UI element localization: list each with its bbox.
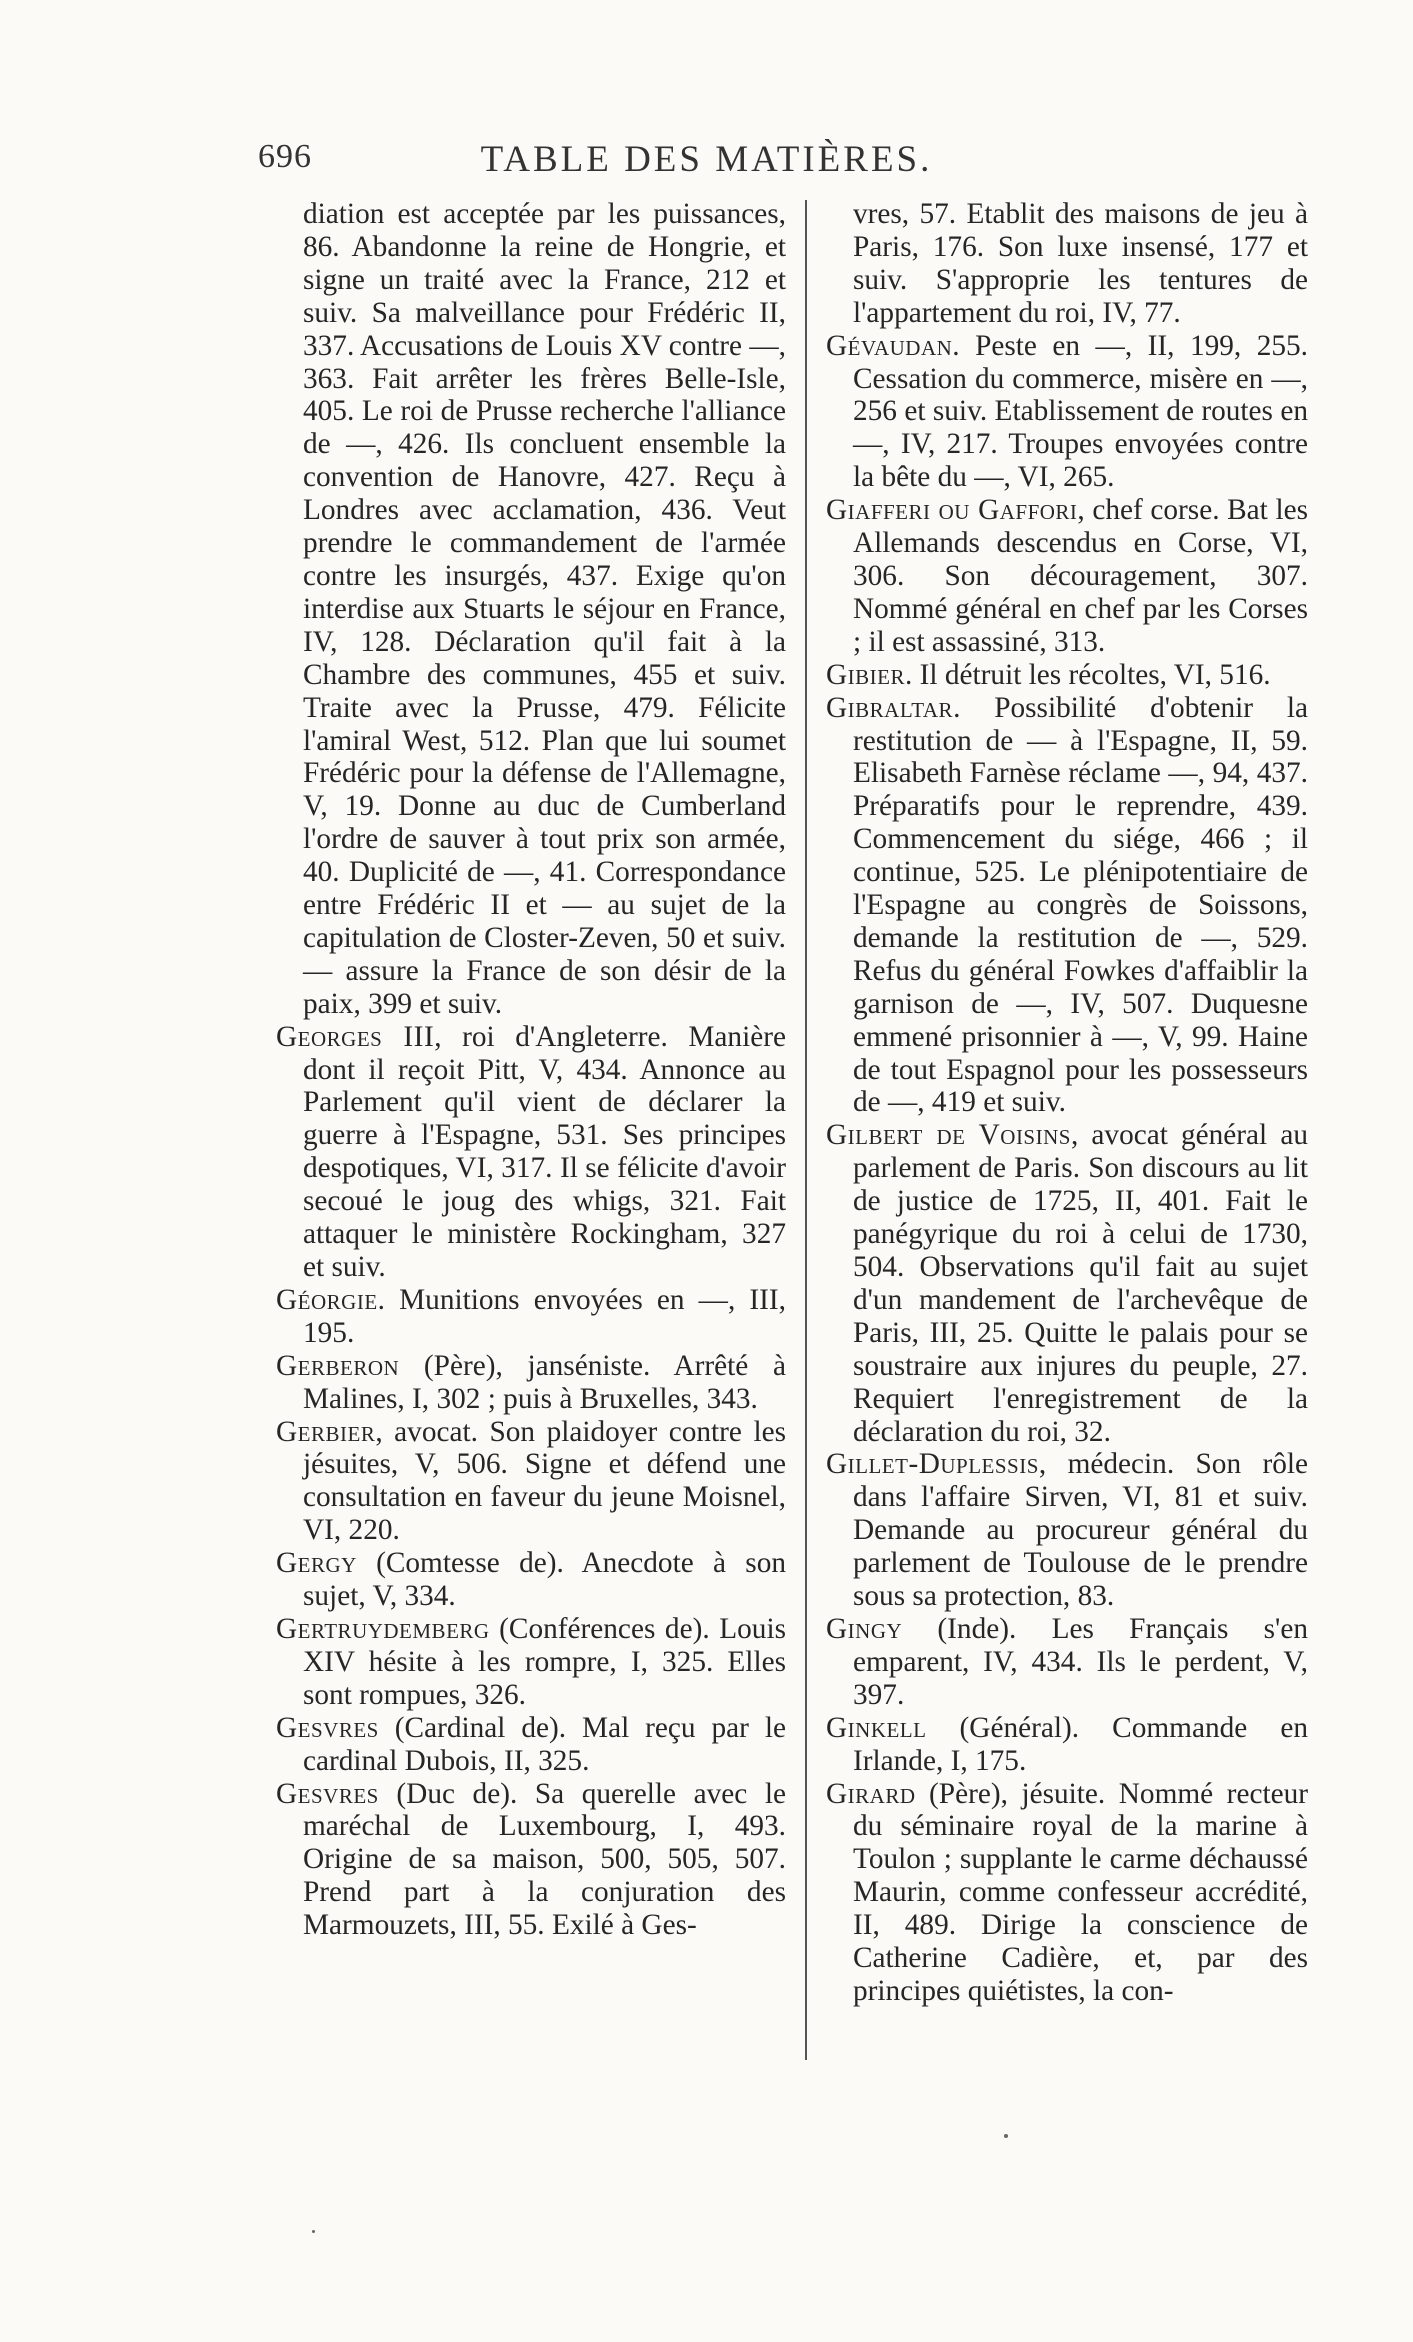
running-title: TABLE DES MATIÈRES. [480,139,933,180]
entry-headword: Gergy [276,1547,357,1580]
entry-headword: Gesvres [276,1777,379,1810]
index-entry-continuation [826,198,1308,330]
entry-headword: Ginkell [826,1711,927,1744]
entry-headword: Gerberon [276,1349,400,1382]
index-entry [276,1547,786,1613]
index-entry [826,1448,1308,1613]
entry-headword: Gilbert de Voisins [826,1119,1071,1152]
index-entry [276,1021,786,1284]
entry-text: (Duc de). Sa querelle avec le maréchal de Luxembourg, I, 493. Origine de sa maison, 500, 505, 507. Prend part à la conjuration des Marmouzets, III, 55. Exilé à Ges- [303,1777,786,1942]
paper-speck [1004,2134,1008,2138]
entry-text: . Munitions envoyées en —, III, 195. [303,1283,786,1349]
entry-headword: Gibraltar [826,691,954,724]
index-entry [826,1119,1308,1448]
entry-text: . Possibilité d'obtenir la restitution de — à l'Espagne, II, 59. Elisabeth Farnèse réclame —, 94, 437. Préparatifs pour le reprendre, 439. Commencement du siége, 466 ; il continue, 525. Le plénipotentiaire de l'Espagne au congrès de Soissons, demande la restitution de —, 529. Refus du général Fowkes d'affaiblir la garnison de —, IV, 507. Duquesne emmené prisonnier à —, V, 99. Haine de tout Espagnol pour les possesseurs de —, 419 et suiv. [853,691,1308,1119]
entry-headword: Girard [826,1777,916,1810]
entry-text: (Comtesse de). Anecdote à son sujet, V, 334. [303,1547,786,1613]
index-entry [276,1613,786,1712]
entry-text: (Père), janséniste. Arrêté à Malines, I, 302 ; puis à Bruxelles, 343. [303,1349,786,1415]
entry-text: , avocat. Son plaidoyer contre les jésuites, V, 506. Signe et défend une consultation en faveur du jeune Moisnel, VI, 220. [303,1415,786,1547]
entry-headword: Gillet-Duplessis [826,1448,1039,1481]
entry-text: , médecin. Son rôle dans l'affaire Sirven, VI, 81 et suiv. Demande au procureur général du parlement de Toulouse de le prendre sous sa protection, 83. [853,1448,1308,1613]
entry-headword: Gertruydemberg [276,1612,490,1645]
entry-text: , chef corse. Bat les Allemands descendus en Corse, VI, 306. Son découragement, 307. Nommé général en chef par les Corses ; il est assassiné, 313. [853,494,1308,658]
entry-text: , avocat général au parlement de Paris. Son discours au lit de justice de 1725, II, 401. Fait le panégyrique du roi à celui de 1730, 504. Observations qu'il fait au sujet d'un mandement de l'archevêque de Paris, III, 25. Quitte le palais pour se soustraire aux injures du peuple, 27. Requiert l'enregistrement de la déclaration du roi, 32. [853,1119,1308,1448]
entry-headword: Gibier [826,658,905,691]
page-header [0,138,1413,188]
index-entry [826,692,1308,1120]
index-entry [276,1350,786,1416]
index-entry [276,1416,786,1548]
index-entry [826,1613,1308,1712]
entry-text: . Peste en —, II, 199, 255. Cessation du commerce, misère en —, 256 et suiv. Etablissement de routes en —, IV, 217. Troupes envoyées contre la bête du —, VI, 265. [853,329,1308,494]
entry-text: vres, 57. Etablit des maisons de jeu à Paris, 176. Son luxe insensé, 177 et suiv. S'approprie les tentures de l'appartement du roi, IV, 77. [853,198,1308,329]
index-entry [826,1778,1308,2008]
entry-text: (Conférences de). Louis XIV hésite à les rompre, I, 325. Elles sont rompues, 326. [303,1612,786,1711]
right-column [826,198,1308,2008]
entry-text: diation est acceptée par les puissances, 86. Abandonne la reine de Hongrie, et signe un traité avec la France, 212 et suiv. Sa malveillance pour Frédéric II, 337. Accusations de Louis XV contre —, 363. Fait arrêter les frères Belle-Isle, 405. Le roi de Prusse recherche l'alliance de —, 426. Ils concluent ensemble la convention de Hanovre, 427. Reçu à Londres avec acclamation, 436. Veut prendre le commandement de l'armée contre les insurgés, 437. Exige qu'on interdise aux Stuarts le séjour en France, IV, 128. Déclaration qu'il fait à la Chambre des communes, 455 et suiv. Traite avec la Prusse, 479. Félicite l'amiral West, 512. Plan que lui soumet Frédéric pour la défense de l'Allemagne, V, 19. Donne au duc de Cumberland l'ordre de sauver à tout prix son armée, 40. Duplicité de —, 41. Correspondance entre Frédéric II et — au sujet de la capitulation de Closter-Zeven, 50 et suiv. — assure la France de son désir de la paix, 399 et suiv. [303,198,786,1020]
index-entry-continuation [276,198,786,1021]
entry-text: (Général). Commande en Irlande, I, 175. [853,1711,1308,1777]
entry-headword: Gévaudan [826,329,953,362]
entry-text: , roi d'Angleterre. Manière dont il reçoit Pitt, V, 434. Annonce au Parlement qu'il vient de déclarer la guerre à l'Espagne, 531. Ses principes despotiques, VI, 317. Il se félicite d'avoir secoué le joug des whigs, 321. Fait attaquer le ministère Rockingham, 327 et suiv. [303,1020,786,1283]
index-entry [276,1712,786,1778]
entry-headword: Gesvres [276,1711,379,1744]
left-column [276,198,786,1942]
paper-speck [312,2230,315,2233]
entry-text: (Cardinal de). Mal reçu par le cardinal Dubois, II, 325. [303,1711,786,1777]
index-entry [276,1778,786,1943]
entry-headword: Gingy [826,1612,903,1645]
entry-headword: Géorgie [276,1283,378,1316]
column-divider [805,200,807,2060]
index-entry [826,330,1308,495]
entry-text: (Inde). Les Français s'en emparent, IV, 434. Ils le perdent, V, 397. [853,1612,1308,1711]
entry-headword: Giafferi ou Gaffori [826,494,1078,527]
index-entry [826,494,1308,659]
page-number: 696 [258,138,312,175]
entry-text: (Père), jésuite. Nommé recteur du séminaire royal de la marine à Toulon ; supplante le carme déchaussé Maurin, comme confesseur accrédité, II, 489. Dirige la conscience de Catherine Cadière, et, par des principes quiétistes, la con- [853,1777,1308,2007]
entry-headword: Georges III [276,1020,435,1053]
index-entry [826,659,1308,692]
index-entry [826,1712,1308,1778]
entry-headword: Gerbier [276,1415,376,1448]
entry-text: . Il détruit les récoltes, VI, 516. [905,658,1271,691]
index-entry [276,1284,786,1350]
